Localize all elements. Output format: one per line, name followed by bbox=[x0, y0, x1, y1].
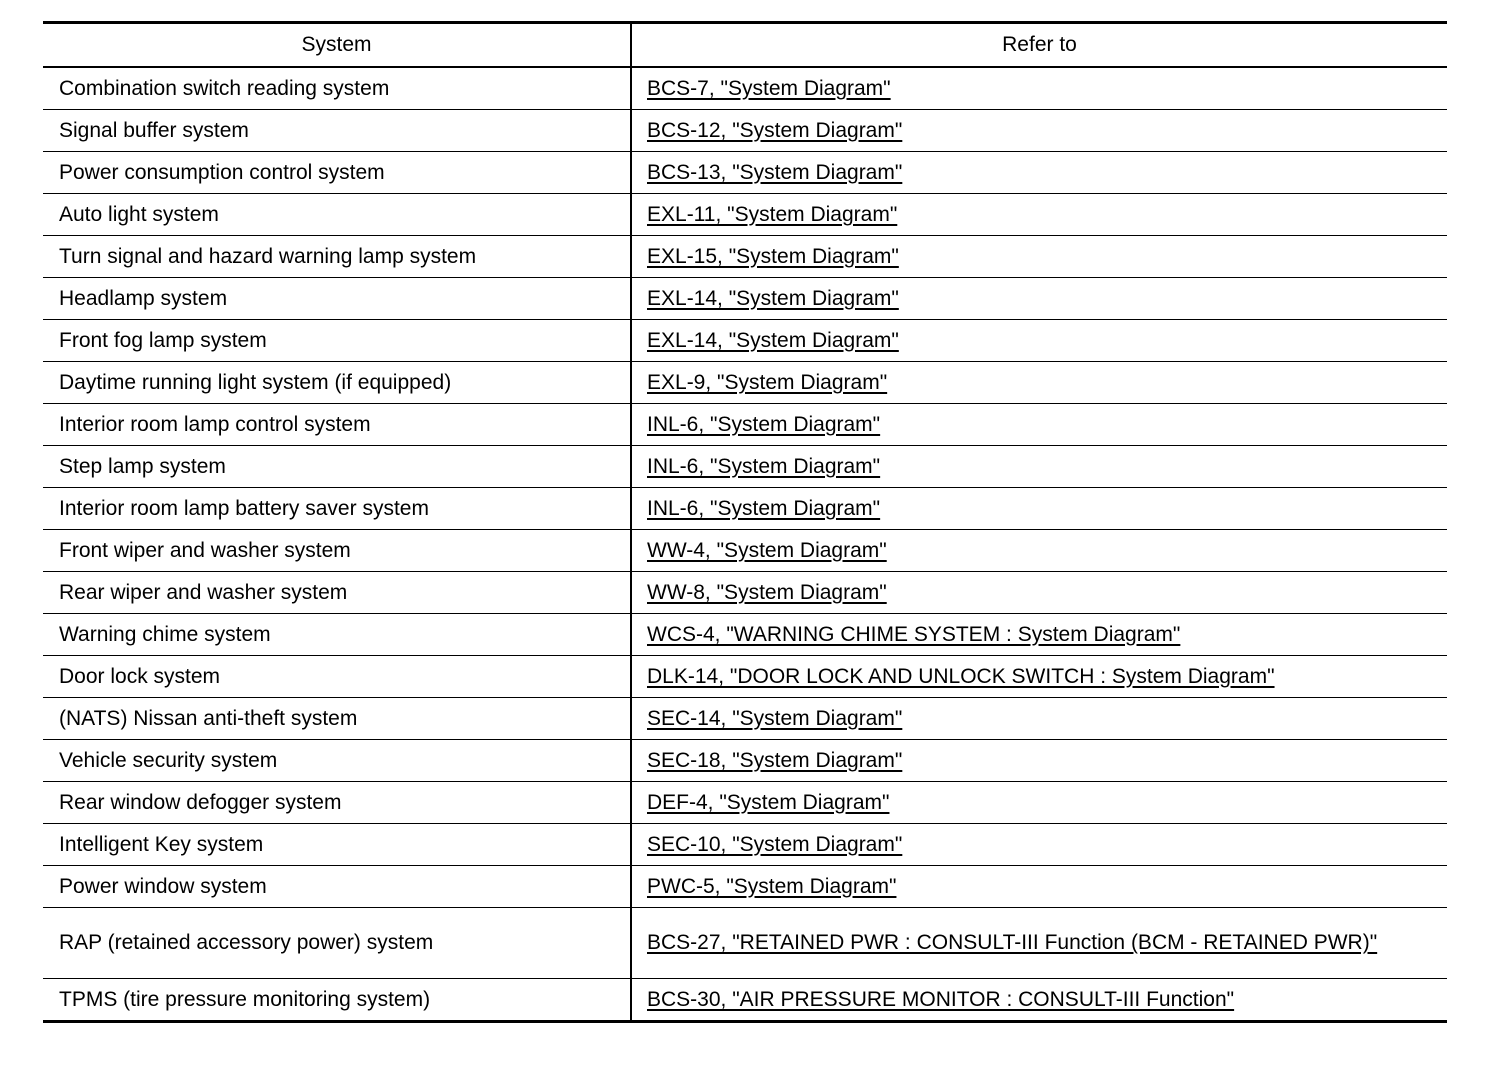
reference-link[interactable]: SEC-14, "System Diagram" bbox=[647, 706, 903, 730]
reference-cell bbox=[631, 152, 1447, 194]
table-row bbox=[43, 782, 1447, 824]
system-cell: (NATS) Nissan anti-theft system bbox=[43, 698, 631, 740]
system-cell: RAP (retained accessory power) system bbox=[43, 908, 631, 979]
system-cell: Vehicle security system bbox=[43, 740, 631, 782]
table-row bbox=[43, 110, 1447, 152]
reference-cell bbox=[631, 740, 1447, 782]
system-cell: Power consumption control system bbox=[43, 152, 631, 194]
table-row bbox=[43, 446, 1447, 488]
reference-link[interactable]: EXL-15, "System Diagram" bbox=[647, 244, 899, 268]
system-cell: Rear window defogger system bbox=[43, 782, 631, 824]
system-cell: Daytime running light system (if equipped) bbox=[43, 362, 631, 404]
table-row bbox=[43, 152, 1447, 194]
reference-cell bbox=[631, 824, 1447, 866]
reference-cell bbox=[631, 320, 1447, 362]
reference-link[interactable]: BCS-30, "AIR PRESSURE MONITOR : CONSULT-III Function" bbox=[647, 987, 1235, 1011]
reference-link[interactable]: INL-6, "System Diagram" bbox=[647, 412, 881, 436]
system-cell: TPMS (tire pressure monitoring system) bbox=[43, 979, 631, 1022]
reference-cell bbox=[631, 530, 1447, 572]
table-row bbox=[43, 656, 1447, 698]
reference-cell bbox=[631, 698, 1447, 740]
reference-cell bbox=[631, 446, 1447, 488]
system-cell: Rear wiper and washer system bbox=[43, 572, 631, 614]
reference-link[interactable]: INL-6, "System Diagram" bbox=[647, 496, 881, 520]
reference-cell bbox=[631, 278, 1447, 320]
table-row bbox=[43, 67, 1447, 110]
table-row bbox=[43, 614, 1447, 656]
table-row bbox=[43, 194, 1447, 236]
system-cell: Interior room lamp battery saver system bbox=[43, 488, 631, 530]
system-cell: Front fog lamp system bbox=[43, 320, 631, 362]
reference-link[interactable]: WW-8, "System Diagram" bbox=[647, 580, 887, 604]
table-row bbox=[43, 278, 1447, 320]
reference-cell bbox=[631, 656, 1447, 698]
reference-cell bbox=[631, 488, 1447, 530]
reference-cell bbox=[631, 236, 1447, 278]
reference-link[interactable]: BCS-12, "System Diagram" bbox=[647, 118, 903, 142]
system-cell: Power window system bbox=[43, 866, 631, 908]
reference-cell bbox=[631, 866, 1447, 908]
reference-link[interactable]: DLK-14, "DOOR LOCK AND UNLOCK SWITCH : System Diagram" bbox=[647, 664, 1275, 688]
reference-cell bbox=[631, 362, 1447, 404]
table-row bbox=[43, 740, 1447, 782]
table-row bbox=[43, 236, 1447, 278]
reference-cell bbox=[631, 572, 1447, 614]
reference-link[interactable]: PWC-5, "System Diagram" bbox=[647, 874, 897, 898]
reference-cell bbox=[631, 782, 1447, 824]
system-cell: Auto light system bbox=[43, 194, 631, 236]
reference-link[interactable]: SEC-10, "System Diagram" bbox=[647, 832, 903, 856]
reference-link[interactable]: SEC-18, "System Diagram" bbox=[647, 748, 903, 772]
reference-link[interactable]: INL-6, "System Diagram" bbox=[647, 454, 881, 478]
reference-cell bbox=[631, 404, 1447, 446]
table-row bbox=[43, 404, 1447, 446]
reference-cell bbox=[631, 908, 1447, 979]
system-cell: Turn signal and hazard warning lamp system bbox=[43, 236, 631, 278]
table-row bbox=[43, 866, 1447, 908]
reference-link[interactable]: DEF-4, "System Diagram" bbox=[647, 790, 890, 814]
system-cell: Interior room lamp control system bbox=[43, 404, 631, 446]
reference-link[interactable]: WCS-4, "WARNING CHIME SYSTEM : System Diagram" bbox=[647, 622, 1181, 646]
reference-link[interactable]: WW-4, "System Diagram" bbox=[647, 538, 887, 562]
system-cell: Front wiper and washer system bbox=[43, 530, 631, 572]
table-row bbox=[43, 824, 1447, 866]
table-row bbox=[43, 488, 1447, 530]
table-row bbox=[43, 362, 1447, 404]
table-row bbox=[43, 530, 1447, 572]
reference-link[interactable]: BCS-27, "RETAINED PWR : CONSULT-III Function (BCM - RETAINED PWR)" bbox=[647, 931, 1378, 954]
system-cell: Door lock system bbox=[43, 656, 631, 698]
reference-link[interactable]: BCS-13, "System Diagram" bbox=[647, 160, 903, 184]
system-cell: Warning chime system bbox=[43, 614, 631, 656]
refer-to-column-header: Refer to bbox=[631, 23, 1447, 68]
table-row bbox=[43, 908, 1447, 979]
system-cell: Step lamp system bbox=[43, 446, 631, 488]
reference-cell bbox=[631, 67, 1447, 110]
table-row bbox=[43, 572, 1447, 614]
system-reference-table bbox=[43, 21, 1447, 1023]
reference-cell bbox=[631, 194, 1447, 236]
reference-link[interactable]: EXL-11, "System Diagram" bbox=[647, 202, 898, 226]
table-row bbox=[43, 979, 1447, 1022]
reference-link[interactable]: EXL-14, "System Diagram" bbox=[647, 286, 899, 310]
system-cell: Headlamp system bbox=[43, 278, 631, 320]
reference-link[interactable]: EXL-14, "System Diagram" bbox=[647, 328, 899, 352]
table-row bbox=[43, 320, 1447, 362]
reference-cell bbox=[631, 110, 1447, 152]
system-cell: Signal buffer system bbox=[43, 110, 631, 152]
system-cell: Combination switch reading system bbox=[43, 67, 631, 110]
reference-link[interactable]: BCS-7, "System Diagram" bbox=[647, 76, 891, 100]
system-column-header: System bbox=[43, 23, 631, 68]
system-cell: Intelligent Key system bbox=[43, 824, 631, 866]
table-row bbox=[43, 698, 1447, 740]
reference-link[interactable]: EXL-9, "System Diagram" bbox=[647, 370, 888, 394]
reference-cell bbox=[631, 979, 1447, 1022]
reference-cell bbox=[631, 614, 1447, 656]
table-header-row bbox=[43, 23, 1447, 68]
